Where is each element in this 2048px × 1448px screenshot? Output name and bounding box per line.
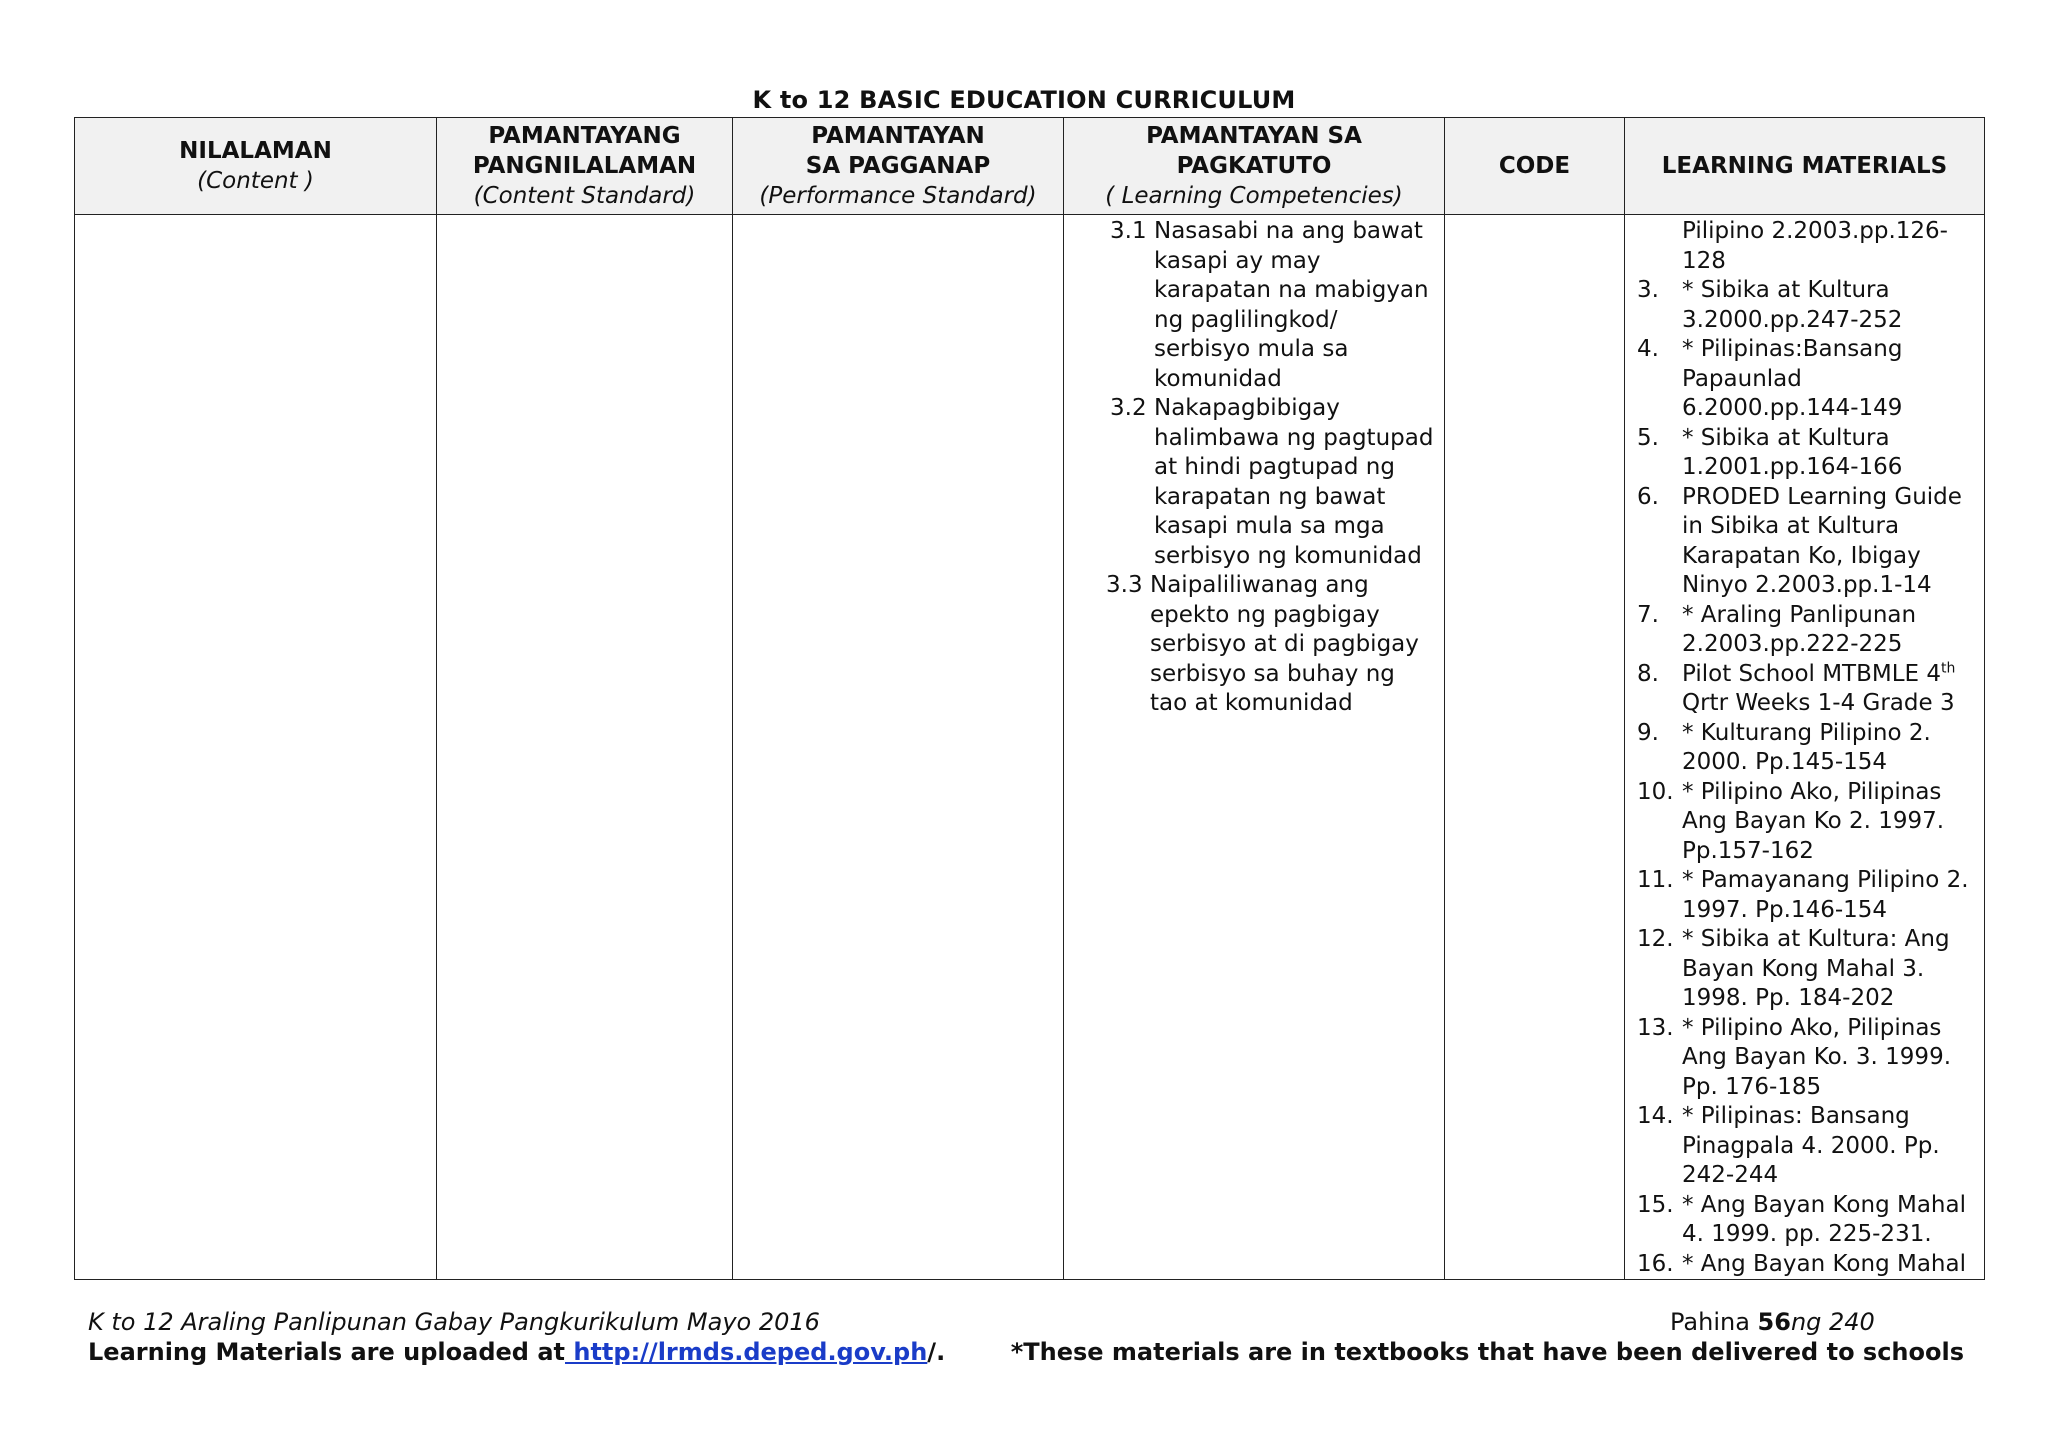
header-content-label: NILALAMAN <box>179 138 332 164</box>
material-text: * Ang Bayan Kong Mahal <box>1682 1250 1966 1277</box>
header-performance-standard <box>733 118 1064 215</box>
material-text: * Sibika at Kultura: Ang Bayan Kong Mahal 3. 1998. Pp. 184-202 <box>1682 926 1950 1011</box>
header-content-sublabel: (Content ) <box>197 168 314 194</box>
page-suffix: ng 240 <box>1790 1308 1875 1336</box>
competency-number: 3.2 <box>1110 395 1147 421</box>
material-number: 3. <box>1637 277 1659 303</box>
material-text-part: Pilot School MTBMLE 4 <box>1682 660 1942 687</box>
material-number: 5. <box>1637 424 1659 451</box>
header-performance-standard-label: PAMANTAYAN SA PAGGANAP <box>805 123 991 179</box>
material-number: 12. <box>1637 926 1674 952</box>
code-cell <box>1445 215 1625 1280</box>
material-number: 9. <box>1637 719 1659 746</box>
header-code-label: CODE <box>1498 153 1571 179</box>
material-text: * Pilipinas: Bansang Pinagpala 4. 2000. Pp. 242-244 <box>1682 1103 1940 1188</box>
list-item <box>1625 483 1984 601</box>
list-item <box>1625 719 1984 778</box>
material-number: 16. <box>1637 1250 1674 1277</box>
list-item <box>1625 1014 1984 1103</box>
header-learning-materials <box>1625 118 1985 215</box>
list-item <box>1625 424 1984 483</box>
footer-guide-title: K to 12 Araling Panlipunan Gabay Pangkurikulum Mayo 2016 <box>88 1308 820 1336</box>
list-item <box>1625 778 1984 867</box>
content-cell <box>75 215 437 1280</box>
materials-continued-text: Pilipino 2.2003.pp.126-128 <box>1682 218 1948 274</box>
material-text: * Pilipinas:Bansang Papaunlad 6.2000.pp.144-149 <box>1682 336 1903 421</box>
header-learning-competencies-label: PAMANTAYAN SA PAGKATUTO <box>1146 123 1362 179</box>
list-item <box>1625 925 1984 1014</box>
material-number: 7. <box>1637 601 1659 628</box>
material-text: * Pilipino Ako, Pilipinas Ang Bayan Ko. 3. 1999. Pp. 176-185 <box>1682 1014 1952 1100</box>
table-row <box>75 215 1985 1280</box>
competency-number: 3.3 <box>1106 572 1143 598</box>
content-standard-cell <box>437 215 733 1280</box>
material-number: 15. <box>1637 1191 1674 1218</box>
upload-prefix: Learning Materials are uploaded at <box>88 1338 565 1366</box>
material-text: * Sibika at Kultura 1.2001.pp.164-166 <box>1682 424 1903 480</box>
material-text: * Araling Panlipunan 2.2003.pp.222-225 <box>1682 601 1917 657</box>
material-number: 6. <box>1637 483 1659 510</box>
footer-textbook-note: *These materials are in textbooks that have been delivered to schools <box>1010 1338 1964 1366</box>
header-content-standard-sublabel: (Content Standard) <box>473 183 696 209</box>
list-item <box>1625 1191 1984 1250</box>
list-item <box>1064 394 1444 571</box>
curriculum-table <box>74 117 1985 1280</box>
learning-materials-cell <box>1625 215 1985 1280</box>
learning-competencies-cell <box>1064 215 1445 1280</box>
list-item <box>1625 1102 1984 1191</box>
material-number: 13. <box>1637 1014 1674 1041</box>
document-title: K to 12 BASIC EDUCATION CURRICULUM <box>752 86 1296 114</box>
header-row <box>75 118 1985 215</box>
list-item <box>1625 601 1984 660</box>
material-number: 14. <box>1637 1103 1674 1129</box>
footer-upload-note <box>88 1338 945 1366</box>
header-learning-materials-label: LEARNING MATERIALS <box>1661 153 1948 179</box>
competency-text: Naipaliliwanag ang epekto ng pagbigay serbisyo at di pagbigay serbisyo sa buhay ng tao at komunidad <box>1150 572 1419 716</box>
header-performance-standard-sublabel: (Performance Standard) <box>759 183 1037 209</box>
material-number: 10. <box>1637 778 1674 805</box>
footer-page-number <box>1670 1308 1875 1336</box>
material-text-part: Qrtr Weeks 1-4 Grade 3 <box>1682 690 1955 716</box>
header-content-standard <box>437 118 733 215</box>
header-learning-competencies <box>1064 118 1445 215</box>
header-learning-competencies-sublabel: ( Learning Competencies) <box>1105 183 1403 209</box>
header-content <box>75 118 437 215</box>
list-item <box>1064 571 1444 719</box>
competency-number: 3.1 <box>1110 218 1147 244</box>
material-number: 4. <box>1637 336 1659 362</box>
list-item <box>1625 660 1984 719</box>
ordinal-superscript: th <box>1941 659 1956 676</box>
page-prefix: Pahina <box>1670 1308 1758 1336</box>
material-text: * Pilipino Ako, Pilipinas Ang Bayan Ko 2. 1997. Pp.157-162 <box>1682 778 1945 864</box>
page-num: 56 <box>1757 1308 1791 1336</box>
material-text: * Ang Bayan Kong Mahal 4. 1999. pp. 225-231. <box>1682 1191 1966 1247</box>
list-item <box>1625 276 1984 335</box>
list-item <box>1625 335 1984 424</box>
header-code <box>1445 118 1625 215</box>
list-item <box>1064 217 1444 394</box>
list-item <box>1625 1250 1984 1280</box>
competency-list <box>1064 215 1444 719</box>
material-text: PRODED Learning Guide in Sibika at Kultura Karapatan Ko, Ibigay Ninyo 2.2003.pp.1-14 <box>1682 483 1962 598</box>
materials-list <box>1625 276 1984 1279</box>
material-text: * Pamayanang Pilipino 2. 1997. Pp.146-154 <box>1682 867 1969 923</box>
header-content-standard-label: PAMANTAYANG PANGNILALAMAN <box>472 123 697 179</box>
material-number: 11. <box>1637 867 1674 893</box>
material-text <box>1682 661 1955 717</box>
material-text: * Sibika at Kultura 3.2000.pp.247-252 <box>1682 277 1903 333</box>
lrmds-link[interactable]: http://lrmds.deped.gov.ph <box>565 1338 928 1366</box>
performance-standard-cell <box>733 215 1064 1280</box>
material-number: 8. <box>1637 660 1659 687</box>
competency-text: Nakapagbibigay halimbawa ng pagtupad at hindi pagtupad ng karapatan ng bawat kasapi mula sa mga serbisyo ng komunidad <box>1154 395 1434 569</box>
upload-suffix: /. <box>927 1338 946 1366</box>
material-text: * Kulturang Pilipino 2. 2000. Pp.145-154 <box>1682 719 1931 775</box>
competency-text: Nasasabi na ang bawat kasapi ay may karapatan na mabigyan ng paglilingkod/ serbisyo mula sa komunidad <box>1154 218 1429 392</box>
list-item <box>1625 866 1984 925</box>
